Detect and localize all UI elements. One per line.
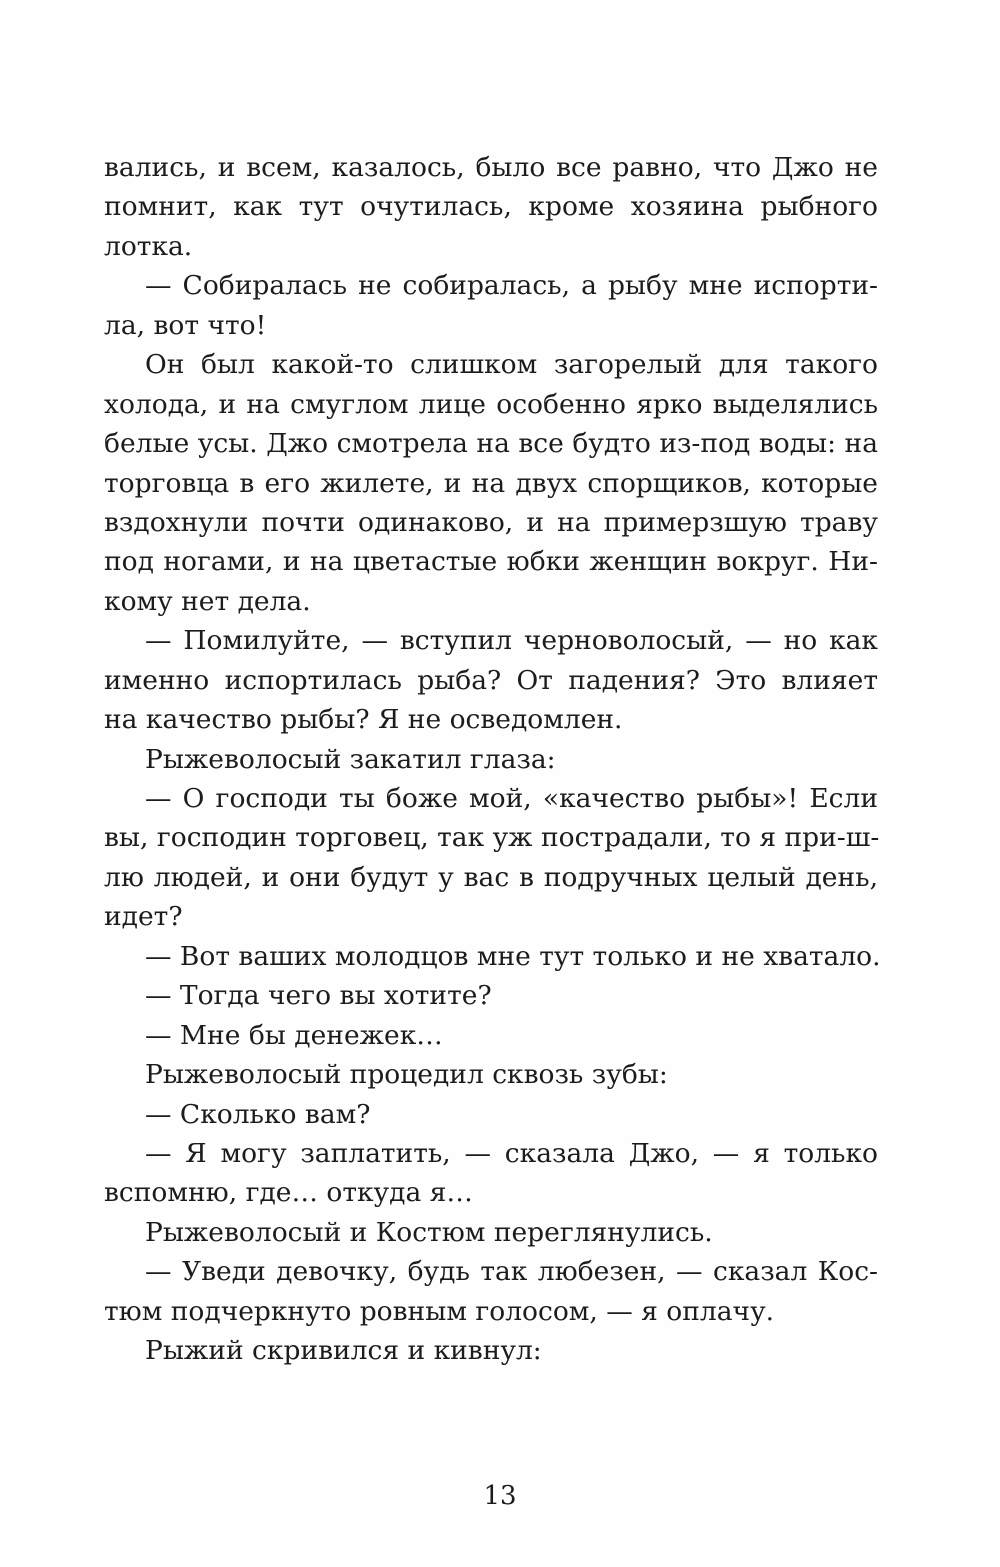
- text-line: вы, господин торговец, так уж пострадали, то я при-ш-: [104, 822, 880, 854]
- text-line: — Собиралась не собиралась, а рыбу мне испорти-: [145, 270, 878, 302]
- text-line: белые усы. Джо смотрела на все будто из-под воды: на: [104, 428, 878, 460]
- text-line: лю людей, и они будут у вас в подручных целый день,: [104, 861, 878, 893]
- text-line: Рыжеволосый и Костюм переглянулись.: [145, 1216, 713, 1248]
- text-line: — Я могу заплатить, — сказала Джо, — я только: [145, 1137, 878, 1169]
- text-line: Рыжеволосый закатил глаза:: [145, 743, 556, 775]
- text-line: — Мне бы денежек…: [145, 1019, 443, 1051]
- text-line: — Уведи девочку, будь так любезен, — сказал Кос-: [145, 1256, 878, 1288]
- text-line: Рыжеволосый процедил сквозь зубы:: [145, 1059, 668, 1091]
- text-line: под ногами, и на цветастые юбки женщин вокруг. Ни-: [104, 546, 878, 578]
- text-line: — Вот ваших молодцов мне тут только и не хватало.: [145, 940, 881, 972]
- body-text: [104, 148, 881, 1371]
- text-line: на качество рыбы? Я не осведомлен.: [104, 704, 623, 736]
- text-line: Он был какой-то слишком загорелый для такого: [145, 349, 878, 381]
- text-line: торговца в его жилете, и на двух спорщиков, которые: [104, 467, 878, 499]
- text-line: Рыжий скривился и кивнул:: [145, 1335, 542, 1367]
- text-line: тюм подчеркнуто ровным голосом, — я оплачу.: [104, 1295, 775, 1327]
- text-line: лотка.: [104, 230, 193, 262]
- text-line: именно испортилась рыба? От падения? Это влияет: [104, 664, 878, 696]
- text-line: — О господи ты боже мой, «качество рыбы»! Если: [145, 783, 878, 814]
- text-line: — Тогда чего вы хотите?: [145, 980, 492, 1012]
- text-line: — Сколько вам?: [145, 1098, 371, 1130]
- text-line: идет?: [104, 901, 183, 933]
- text-line: холода, и на смуглом лице особенно ярко выделялись: [104, 388, 878, 420]
- text-line: кому нет дела.: [104, 585, 311, 617]
- text-line: — Помилуйте, — вступил черноволосый, — но как: [145, 625, 878, 657]
- text-line: вались, и всем, казалось, было все равно, что Джо не: [104, 152, 878, 183]
- text-line: вспомню, где… откуда я…: [104, 1177, 473, 1209]
- page-number: 13: [483, 1481, 517, 1511]
- text-line: ла, вот что!: [104, 309, 267, 341]
- text-line: помнит, как тут очутилась, кроме хозяина рыбного: [104, 191, 878, 223]
- text-line: вздохнули почти одинаково, и на примерзшую траву: [104, 506, 878, 538]
